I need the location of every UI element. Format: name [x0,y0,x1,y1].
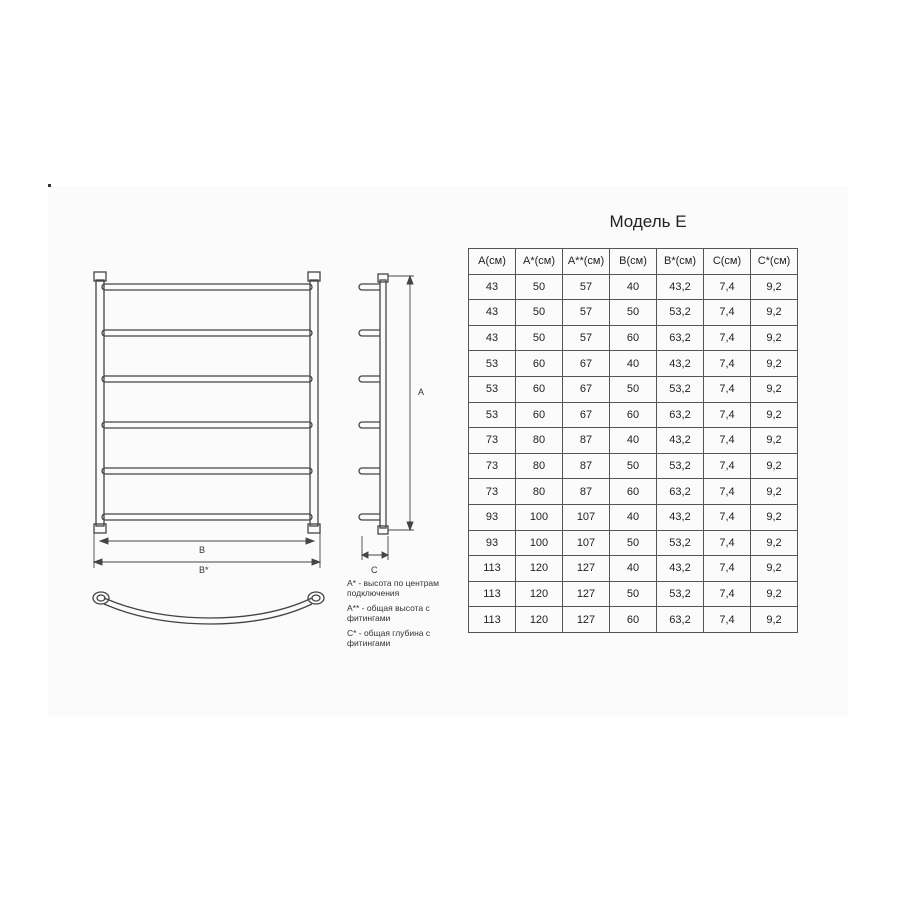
table-row [469,325,798,351]
table-cell: 53 [469,402,516,428]
note-a-double-star: A** - общая высота с фитингами [347,603,430,623]
table-row [469,351,798,377]
table-row [469,376,798,402]
model-title: Модель E [609,212,687,231]
table-cell: 53,2 [657,300,704,326]
table-cell: 9,2 [751,530,798,556]
table-cell: 53,2 [657,530,704,556]
column-header: C(см) [704,249,751,275]
table-cell: 127 [563,556,610,582]
rung [102,468,312,474]
table-cell: 57 [563,274,610,300]
table-cell: 7,4 [704,581,751,607]
table-cell: 67 [563,351,610,377]
table-cell: 93 [469,504,516,530]
table-cell: 9,2 [751,607,798,633]
table-cell: 80 [516,453,563,479]
side-view-drawing [359,274,388,534]
table-cell: 9,2 [751,504,798,530]
table-cell: 7,4 [704,607,751,633]
table-cell: 50 [610,581,657,607]
table-cell: 50 [610,453,657,479]
table-cell: 7,4 [704,300,751,326]
table-cell: 43,2 [657,351,704,377]
table-cell: 100 [516,504,563,530]
table-cell: 43,2 [657,428,704,454]
table-cell: 53 [469,376,516,402]
table-row [469,581,798,607]
table-cell: 107 [563,530,610,556]
table-cell: 60 [516,376,563,402]
column-header: C*(см) [751,249,798,275]
table-cell: 60 [610,325,657,351]
table-cell: 9,2 [751,453,798,479]
note-a-star: A* - высота по центрам подключения [347,578,440,598]
table-cell: 9,2 [751,351,798,377]
spec-table [468,248,798,633]
table-cell: 93 [469,530,516,556]
rung [102,376,312,382]
table-cell: 63,2 [657,479,704,505]
column-header: A*(см) [516,249,563,275]
column-header: A**(см) [563,249,610,275]
table-cell: 7,4 [704,428,751,454]
rung [102,422,312,428]
table-cell: 7,4 [704,479,751,505]
rung [102,514,312,520]
table-row [469,607,798,633]
table-cell: 9,2 [751,300,798,326]
table-cell: 80 [516,479,563,505]
table-row [469,504,798,530]
table-cell: 87 [563,453,610,479]
table-cell: 100 [516,530,563,556]
table-cell: 40 [610,556,657,582]
table-row [469,428,798,454]
table-cell: 40 [610,274,657,300]
table-cell: 43,2 [657,556,704,582]
table-cell: 73 [469,479,516,505]
table-cell: 50 [516,325,563,351]
arrow-icon [306,538,314,544]
arrow-icon [100,538,108,544]
table-cell: 120 [516,581,563,607]
table-cell: 9,2 [751,428,798,454]
table-cell: 87 [563,479,610,505]
table-row [469,479,798,505]
table-cell: 60 [610,607,657,633]
note-c-star: C* - общая глубина с фитингами [347,628,431,648]
table-cell: 43 [469,274,516,300]
table-cell: 43,2 [657,274,704,300]
table-cell: 50 [516,300,563,326]
table-cell: 40 [610,351,657,377]
column-header: A(см) [469,249,516,275]
table-cell: 9,2 [751,402,798,428]
table-cell: 127 [563,581,610,607]
table-cell: 50 [610,300,657,326]
table-cell: 50 [516,274,563,300]
top-view-curve [93,592,324,624]
table-row [469,402,798,428]
table-cell: 63,2 [657,607,704,633]
table-cell: 7,4 [704,376,751,402]
table-cell: 7,4 [704,325,751,351]
table-cell: 7,4 [704,274,751,300]
table-cell: 43 [469,325,516,351]
table-cell: 73 [469,428,516,454]
table-row [469,556,798,582]
table-cell: 9,2 [751,581,798,607]
dimension-b-label: B [199,545,206,555]
table-cell: 60 [610,479,657,505]
table-cell: 60 [516,402,563,428]
dimension-a-label: A [418,387,425,397]
arrow-icon [407,522,413,530]
arrow-icon [407,276,413,284]
table-cell: 53,2 [657,376,704,402]
table-cell: 7,4 [704,453,751,479]
table-cell: 87 [563,428,610,454]
table-header-row [469,249,798,275]
arrow-icon [94,559,102,565]
dimension-c-label: C [371,565,378,575]
table-cell: 107 [563,504,610,530]
table-cell: 120 [516,556,563,582]
arrow-icon [312,559,320,565]
table-cell: 113 [469,556,516,582]
table-cell: 7,4 [704,402,751,428]
table-cell: 63,2 [657,402,704,428]
table-cell: 43 [469,300,516,326]
arrow-icon [382,552,388,558]
table-cell: 43,2 [657,504,704,530]
table-row [469,274,798,300]
rung [102,330,312,336]
table-cell: 9,2 [751,274,798,300]
table-cell: 7,4 [704,504,751,530]
table-cell: 67 [563,402,610,428]
table-cell: 40 [610,428,657,454]
dimension-b-star-label: B* [199,565,209,575]
table-cell: 50 [610,376,657,402]
column-header: B*(см) [657,249,704,275]
table-cell: 113 [469,581,516,607]
table-cell: 60 [516,351,563,377]
table-cell: 7,4 [704,351,751,377]
table-cell: 127 [563,607,610,633]
table-row [469,300,798,326]
arrow-icon [362,552,368,558]
right-rail [310,280,318,526]
left-rail [96,280,104,526]
table-cell: 50 [610,530,657,556]
table-cell: 53 [469,351,516,377]
side-rail [380,280,386,528]
table-cell: 40 [610,504,657,530]
table-cell: 67 [563,376,610,402]
table-cell: 9,2 [751,325,798,351]
table-cell: 80 [516,428,563,454]
rung [102,284,312,290]
table-cell: 57 [563,325,610,351]
table-row [469,453,798,479]
table-cell: 9,2 [751,376,798,402]
table-cell: 57 [563,300,610,326]
column-header: B(см) [610,249,657,275]
table-cell: 9,2 [751,556,798,582]
table-cell: 113 [469,607,516,633]
table-cell: 53,2 [657,453,704,479]
table-cell: 73 [469,453,516,479]
table-cell: 60 [610,402,657,428]
table-cell: 63,2 [657,325,704,351]
table-cell: 7,4 [704,556,751,582]
table-cell: 9,2 [751,479,798,505]
table-cell: 120 [516,607,563,633]
table-cell: 7,4 [704,530,751,556]
table-row [469,530,798,556]
table-cell: 53,2 [657,581,704,607]
